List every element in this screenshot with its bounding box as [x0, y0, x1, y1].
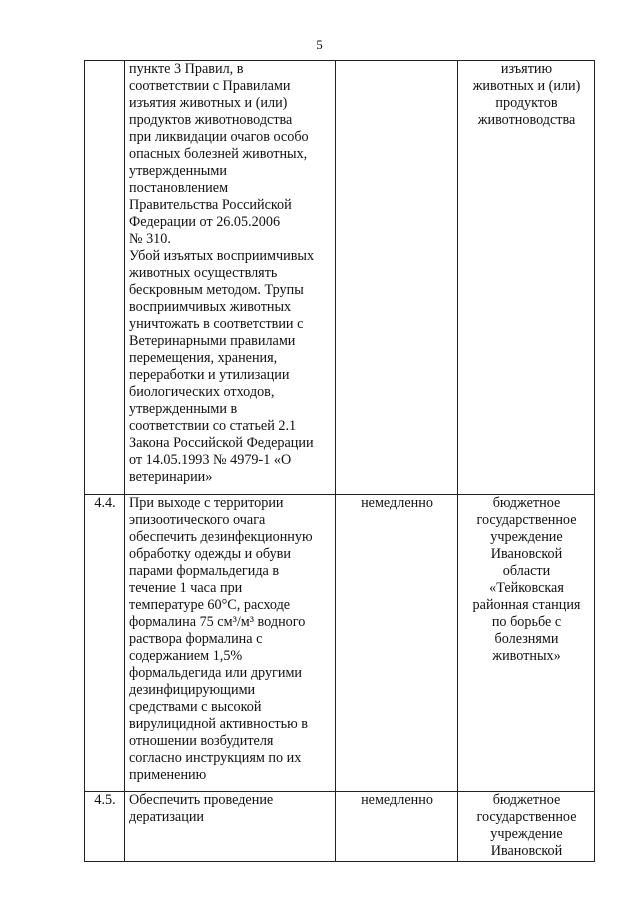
action-paragraph: пункте 3 Правил, в соответствии с Правилами изъятия животных и (или) продуктов животноводства при ликвидации очагов особо опасных болезней животных, утвержденными постановлением Правительства Российской Федерации от 26.05.2006 № 310. [129, 61, 309, 247]
responsible-cell: изъятию животных и (или) продуктов животноводства [458, 61, 595, 495]
action-paragraph: Обеспечить проведение дератизации [129, 792, 274, 825]
page-number: 5 [316, 37, 323, 52]
row-number: 4.5. [85, 792, 125, 862]
action-paragraph: При выходе с территории эпизоотического очага обеспечить дезинфекционную обработку одежды и обуви парами формальдегида в течение 1 часа при температуре 60°С, расходе формалина 75 см³/м³ водного раствора формалина с содержанием 1,5% формальдегида или другими дезинфицирующими средствами с высокой вирулицидной активностью в отношении возбудителя согласно инструкциям по их применению [129, 495, 313, 783]
responsible-cell: бюджетное государственное учреждение Ивановской области «Тейковская районная станция по борьбе с болезнями животных» [458, 495, 595, 792]
table-row [85, 792, 595, 862]
table-row [85, 495, 595, 792]
deadline-cell [336, 61, 458, 495]
deadline-cell: немедленно [336, 495, 458, 792]
measures-table [84, 60, 595, 862]
row-number: 4.4. [85, 495, 125, 792]
action-cell [125, 61, 336, 495]
row-number [85, 61, 125, 495]
action-cell [125, 792, 336, 862]
table-row [85, 61, 595, 495]
action-paragraph: Убой изъятых восприимчивых животных осуществлять бескровным методом. Трупы восприимчивых животных уничтожать в соответствии с Ветеринарными правилами перемещения, хранения, переработки и утилизации биологических отходов, утвержденными в соответствии со статьей 2.1 Закона Российской Федерации от 14.05.1993 № 4979-1 «О ветеринарии» [129, 248, 315, 485]
responsible-cell: бюджетное государственное учреждение Ивановской [458, 792, 595, 862]
action-cell [125, 495, 336, 792]
deadline-cell: немедленно [336, 792, 458, 862]
